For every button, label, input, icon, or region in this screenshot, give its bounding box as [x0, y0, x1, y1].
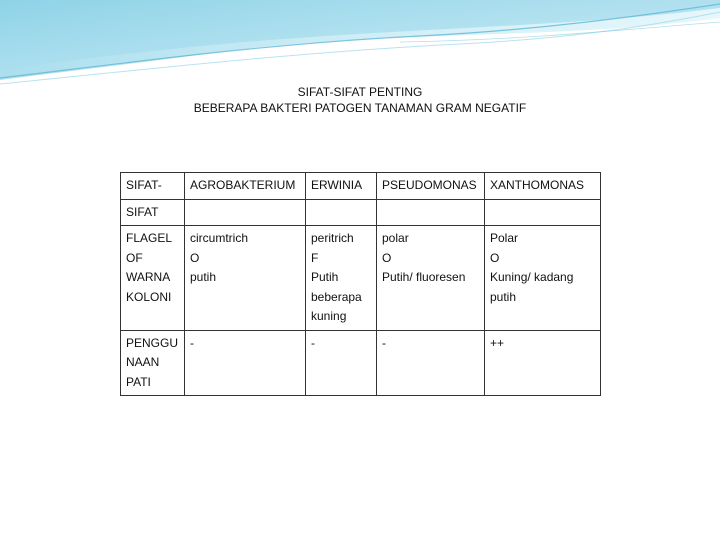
row-label-line: KOLONI	[126, 289, 172, 304]
table-cell-agrobakterium: -	[185, 330, 306, 396]
table-cell	[377, 199, 485, 226]
row-label-line: PENGGU	[126, 335, 179, 350]
row-label-cell	[121, 226, 185, 331]
row-label-line: WARNA	[126, 270, 171, 284]
row-label-line: PATI	[126, 374, 151, 389]
table-row	[121, 330, 601, 396]
table-cell-xanthomonas: Polar O Kuning/ kadang putih	[485, 226, 601, 331]
slide-title	[0, 84, 720, 116]
bacteria-properties-table	[120, 172, 601, 396]
table-cell	[485, 199, 601, 226]
table-cell	[185, 199, 306, 226]
header-cell-pseudomonas: PSEUDOMONAS	[377, 173, 485, 200]
row-label-cell	[121, 330, 185, 396]
header-cell-erwinia: ERWINIA	[306, 173, 377, 200]
table-cell-agrobakterium: circumtrich O putih	[185, 226, 306, 331]
table-header-row	[121, 173, 601, 200]
table-cell-pseudomonas: polar O Putih/ fluoresen	[377, 226, 485, 331]
header-cell-xanthomonas: XANTHOMONAS	[485, 173, 601, 200]
table-row	[121, 199, 601, 226]
row-label-line: FLAGEL	[126, 231, 173, 245]
title-line-2: BEBERAPA BAKTERI PATOGEN TANAMAN GRAM NEGATIF	[193, 101, 527, 115]
table-row	[121, 226, 601, 331]
table-cell-erwinia: peritrich F Putih beberapa kuning	[306, 226, 377, 331]
table-cell-xanthomonas: ++	[485, 330, 601, 396]
row-label-line: OF	[126, 250, 143, 265]
header-wave-decoration	[0, 0, 720, 90]
table-cell-erwinia: -	[306, 330, 377, 396]
row-label-line: NAAN	[126, 355, 160, 369]
table-cell	[306, 199, 377, 226]
row-label-cell	[121, 199, 185, 226]
header-cell-agrobakterium: AGROBAKTERIUM	[185, 173, 306, 200]
row-label-line: SIFAT	[126, 204, 159, 219]
header-cell-sifat: SIFAT-	[121, 173, 185, 200]
table-cell-pseudomonas: -	[377, 330, 485, 396]
title-line-1: SIFAT-SIFAT PENTING	[297, 85, 423, 99]
